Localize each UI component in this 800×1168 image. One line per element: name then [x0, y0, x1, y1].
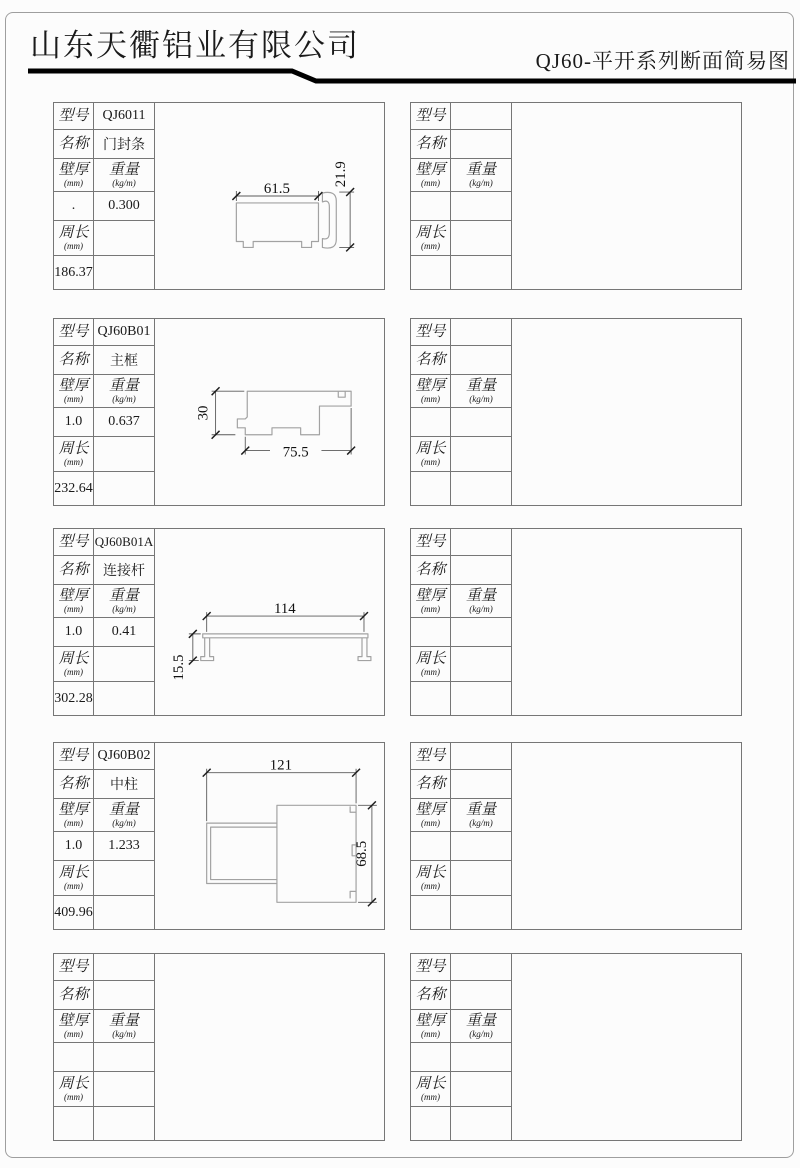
spec-table — [410, 528, 512, 716]
drawing-area — [154, 318, 385, 506]
table-row — [54, 159, 154, 192]
weight-unit: (kg/m) — [112, 177, 136, 188]
name-value: 连接杆 — [103, 564, 145, 579]
thickness-label — [411, 799, 451, 831]
spec-table — [53, 528, 155, 716]
name-value — [94, 981, 154, 1009]
table-row — [411, 799, 511, 832]
model-label: 型号 — [54, 954, 94, 980]
name-value — [451, 346, 511, 374]
weight-label — [94, 585, 154, 617]
thickness-unit: (mm) — [421, 393, 440, 404]
weight-value — [94, 1043, 154, 1071]
name-value: 主框 — [110, 354, 138, 369]
table-row — [411, 529, 511, 556]
empty-cell — [451, 256, 511, 289]
name-label: 名称 — [54, 130, 94, 158]
weight-unit: (kg/m) — [469, 603, 493, 614]
empty-cell — [94, 1072, 154, 1106]
empty-cell — [451, 682, 511, 715]
profile-card-empty — [410, 742, 742, 930]
perimeter-unit: (mm) — [64, 880, 83, 891]
thickness-label — [411, 585, 451, 617]
model-value — [451, 319, 511, 345]
thickness-label-text: 壁厚 — [415, 377, 446, 394]
table-row — [411, 1010, 511, 1043]
drawing-area — [511, 953, 742, 1141]
thickness-value: 1.0 — [54, 618, 94, 646]
thickness-label — [54, 159, 94, 191]
spec-table — [53, 953, 155, 1141]
weight-label — [451, 375, 511, 407]
drawing-area — [154, 953, 385, 1141]
model-label: 型号 — [54, 529, 94, 555]
perimeter-unit: (mm) — [64, 456, 83, 467]
thickness-value — [411, 192, 451, 220]
name-label: 名称 — [411, 556, 451, 584]
profile-card-qj60b02 — [53, 742, 385, 930]
empty-cell — [94, 1107, 154, 1140]
thickness-unit: (mm) — [421, 1028, 440, 1039]
thickness-label-text: 壁厚 — [58, 377, 89, 394]
thickness-label — [54, 799, 94, 831]
spec-table — [410, 953, 512, 1141]
perimeter-unit: (mm) — [64, 666, 83, 677]
empty-cell — [451, 221, 511, 255]
perimeter-value — [411, 682, 451, 715]
weight-unit: (kg/m) — [469, 177, 493, 188]
model-value — [451, 743, 511, 769]
table-row — [54, 743, 154, 770]
table-row — [411, 1072, 511, 1107]
thickness-value — [54, 1043, 94, 1071]
table-row — [54, 408, 154, 437]
thickness-value: 1.0 — [54, 832, 94, 860]
table-row — [54, 682, 154, 715]
model-label: 型号 — [411, 319, 451, 345]
drawing-area — [511, 318, 742, 506]
weight-label-text: 重量 — [108, 377, 139, 394]
model-value — [451, 529, 511, 555]
weight-label-text: 重量 — [465, 377, 496, 394]
empty-cell — [451, 647, 511, 681]
perimeter-label-text: 周长 — [58, 224, 89, 241]
empty-cell — [94, 256, 154, 289]
table-row — [411, 647, 511, 682]
thickness-label-text: 壁厚 — [58, 801, 89, 818]
table-row — [411, 861, 511, 896]
profile-drawing-center-column — [155, 743, 384, 929]
perimeter-unit: (mm) — [421, 1091, 440, 1102]
table-row — [411, 130, 511, 159]
profile-card-empty — [410, 528, 742, 716]
table-row — [411, 437, 511, 472]
perimeter-label-text: 周长 — [58, 650, 89, 667]
perimeter-unit: (mm) — [64, 1091, 83, 1102]
empty-cell — [451, 861, 511, 895]
table-row — [411, 832, 511, 861]
drawing-area — [511, 102, 742, 290]
thickness-unit: (mm) — [64, 603, 83, 614]
perimeter-value — [411, 472, 451, 505]
perimeter-label — [54, 647, 94, 681]
perimeter-label — [411, 437, 451, 471]
table-row — [411, 346, 511, 375]
table-row — [411, 954, 511, 981]
weight-label — [94, 159, 154, 191]
empty-cell — [94, 896, 154, 929]
weight-unit: (kg/m) — [112, 817, 136, 828]
weight-label — [451, 585, 511, 617]
perimeter-label — [411, 221, 451, 255]
name-label: 名称 — [54, 346, 94, 374]
table-row — [411, 618, 511, 647]
weight-value — [451, 832, 511, 860]
model-label: 型号 — [411, 529, 451, 555]
perimeter-value: 186.37 — [54, 256, 94, 289]
perimeter-label — [54, 861, 94, 895]
profile-card-qj60b01a — [53, 528, 385, 716]
spec-table — [410, 742, 512, 930]
weight-unit: (kg/m) — [469, 1028, 493, 1039]
table-row — [411, 192, 511, 221]
thickness-value — [411, 618, 451, 646]
name-label: 名称 — [54, 556, 94, 584]
perimeter-label — [54, 1072, 94, 1106]
thickness-unit: (mm) — [421, 603, 440, 614]
thickness-label-text: 壁厚 — [58, 161, 89, 178]
weight-label-text: 重量 — [465, 587, 496, 604]
model-label: 型号 — [54, 103, 94, 129]
table-row — [411, 896, 511, 929]
perimeter-value: 302.28 — [54, 682, 94, 715]
name-label: 名称 — [54, 770, 94, 798]
thickness-value — [411, 832, 451, 860]
table-row — [54, 1010, 154, 1043]
thickness-label-text: 壁厚 — [415, 1012, 446, 1029]
drawing-area — [511, 742, 742, 930]
name-label: 名称 — [411, 130, 451, 158]
table-row — [54, 585, 154, 618]
header-divider-line — [0, 0, 800, 100]
thickness-label-text: 壁厚 — [58, 1012, 89, 1029]
model-value — [451, 103, 511, 129]
table-row — [411, 375, 511, 408]
weight-label-text: 重量 — [465, 801, 496, 818]
table-row — [54, 896, 154, 929]
profile-drawing-door-seal — [155, 103, 384, 289]
profile-card-empty — [53, 953, 385, 1141]
perimeter-value — [411, 256, 451, 289]
weight-unit: (kg/m) — [469, 817, 493, 828]
dim-height: 68.5 — [353, 840, 370, 867]
name-value: 门封条 — [103, 138, 145, 153]
drawing-area — [154, 102, 385, 290]
perimeter-unit: (mm) — [421, 240, 440, 251]
table-row — [54, 529, 154, 556]
table-row — [411, 103, 511, 130]
weight-label — [451, 159, 511, 191]
profile-drawing-main-frame — [155, 319, 384, 505]
dim-height: 21.9 — [333, 161, 350, 188]
perimeter-label-text: 周长 — [415, 864, 446, 881]
perimeter-value: 232.64 — [54, 472, 94, 505]
table-row — [54, 981, 154, 1010]
weight-value: 0.300 — [108, 198, 140, 213]
weight-label-text: 重量 — [108, 801, 139, 818]
thickness-unit: (mm) — [64, 817, 83, 828]
perimeter-label-text: 周长 — [415, 1075, 446, 1092]
name-value — [451, 130, 511, 158]
table-row — [411, 1043, 511, 1072]
table-row — [54, 192, 154, 221]
dim-width: 75.5 — [282, 444, 309, 461]
perimeter-unit: (mm) — [421, 456, 440, 467]
table-row — [54, 954, 154, 981]
table-row — [54, 1072, 154, 1107]
table-row — [54, 375, 154, 408]
model-label: 型号 — [411, 743, 451, 769]
weight-value — [451, 1043, 511, 1071]
table-row — [54, 103, 154, 130]
empty-cell — [94, 472, 154, 505]
table-row — [411, 981, 511, 1010]
table-row — [54, 346, 154, 375]
weight-unit: (kg/m) — [112, 1028, 136, 1039]
model-value — [94, 954, 154, 980]
weight-unit: (kg/m) — [112, 603, 136, 614]
table-row — [411, 743, 511, 770]
table-row — [411, 585, 511, 618]
profile-card-qj60b01 — [53, 318, 385, 506]
weight-label-text: 重量 — [465, 161, 496, 178]
perimeter-label — [411, 1072, 451, 1106]
name-value — [451, 770, 511, 798]
thickness-label-text: 壁厚 — [415, 587, 446, 604]
model-label: 型号 — [54, 743, 94, 769]
name-value: 中柱 — [110, 778, 138, 793]
perimeter-value — [411, 896, 451, 929]
table-row — [411, 770, 511, 799]
empty-cell — [451, 896, 511, 929]
spec-table — [53, 318, 155, 506]
dim-width: 61.5 — [263, 181, 290, 198]
thickness-unit: (mm) — [64, 1028, 83, 1039]
table-row — [411, 221, 511, 256]
thickness-unit: (mm) — [421, 817, 440, 828]
table-row — [411, 472, 511, 505]
weight-value — [451, 618, 511, 646]
model-value — [451, 954, 511, 980]
table-row — [54, 437, 154, 472]
weight-label-text: 重量 — [465, 1012, 496, 1029]
spec-table — [410, 102, 512, 290]
perimeter-label — [54, 221, 94, 255]
empty-cell — [94, 682, 154, 715]
perimeter-value — [411, 1107, 451, 1140]
thickness-label-text: 壁厚 — [58, 587, 89, 604]
thickness-label — [54, 585, 94, 617]
dim-width: 121 — [269, 757, 293, 774]
weight-label-text: 重量 — [108, 587, 139, 604]
table-row — [54, 256, 154, 289]
dim-height: 30 — [195, 405, 212, 421]
spec-table — [410, 318, 512, 506]
table-row — [54, 130, 154, 159]
table-row — [411, 319, 511, 346]
thickness-unit: (mm) — [64, 177, 83, 188]
profile-card-empty — [410, 102, 742, 290]
weight-label-text: 重量 — [108, 161, 139, 178]
name-label: 名称 — [54, 981, 94, 1009]
model-value: QJ60B02 — [97, 748, 151, 763]
weight-label — [94, 799, 154, 831]
table-row — [54, 647, 154, 682]
drawing-area — [154, 528, 385, 716]
table-row — [54, 618, 154, 647]
empty-cell — [94, 437, 154, 471]
table-row — [54, 556, 154, 585]
table-row — [411, 256, 511, 289]
table-row — [411, 408, 511, 437]
table-row — [54, 832, 154, 861]
weight-label — [94, 1010, 154, 1042]
thickness-label — [411, 375, 451, 407]
perimeter-label-text: 周长 — [58, 864, 89, 881]
thickness-unit: (mm) — [421, 177, 440, 188]
perimeter-label-text: 周长 — [415, 440, 446, 457]
perimeter-label — [411, 861, 451, 895]
table-row — [411, 1107, 511, 1140]
thickness-value — [411, 1043, 451, 1071]
thickness-label — [54, 375, 94, 407]
empty-cell — [94, 861, 154, 895]
empty-cell — [451, 1072, 511, 1106]
table-row — [411, 682, 511, 715]
name-label: 名称 — [411, 346, 451, 374]
weight-value — [451, 408, 511, 436]
model-label: 型号 — [411, 954, 451, 980]
perimeter-label-text: 周长 — [415, 650, 446, 667]
empty-cell — [451, 1107, 511, 1140]
perimeter-unit: (mm) — [421, 880, 440, 891]
thickness-label-text: 壁厚 — [415, 161, 446, 178]
weight-label — [94, 375, 154, 407]
model-value: QJ6011 — [102, 108, 146, 123]
name-value — [451, 556, 511, 584]
thickness-label — [411, 1010, 451, 1042]
perimeter-unit: (mm) — [64, 240, 83, 251]
table-row — [54, 1043, 154, 1072]
thickness-unit: (mm) — [64, 393, 83, 404]
thickness-value: . — [54, 192, 94, 220]
table-row — [54, 221, 154, 256]
perimeter-label — [411, 647, 451, 681]
thickness-label-text: 壁厚 — [415, 801, 446, 818]
weight-value: 1.233 — [108, 838, 140, 853]
perimeter-label-text: 周长 — [58, 440, 89, 457]
profile-card-empty — [410, 318, 742, 506]
name-label: 名称 — [411, 981, 451, 1009]
perimeter-value — [54, 1107, 94, 1140]
weight-label — [451, 1010, 511, 1042]
perimeter-label — [54, 437, 94, 471]
drawing-area — [511, 528, 742, 716]
page-title: QJ60-平开系列断面简易图 — [535, 49, 790, 73]
table-row — [411, 556, 511, 585]
thickness-label — [54, 1010, 94, 1042]
weight-value: 0.41 — [111, 624, 137, 639]
table-row — [54, 472, 154, 505]
spec-table — [53, 102, 155, 290]
model-label: 型号 — [54, 319, 94, 345]
thickness-value — [411, 408, 451, 436]
profile-card-empty — [410, 953, 742, 1141]
table-row — [54, 1107, 154, 1140]
empty-cell — [451, 472, 511, 505]
spec-table — [53, 742, 155, 930]
name-value — [451, 981, 511, 1009]
dim-width: 114 — [273, 601, 296, 618]
empty-cell — [94, 647, 154, 681]
table-row — [54, 770, 154, 799]
weight-unit: (kg/m) — [469, 393, 493, 404]
table-row — [54, 799, 154, 832]
model-value: QJ60B01 — [97, 324, 151, 339]
weight-label-text: 重量 — [108, 1012, 139, 1029]
perimeter-label-text: 周长 — [58, 1075, 89, 1092]
perimeter-label-text: 周长 — [415, 224, 446, 241]
profile-card-qj6011 — [53, 102, 385, 290]
empty-cell — [451, 437, 511, 471]
profile-drawing-connecting-rod — [155, 529, 384, 715]
empty-cell — [94, 221, 154, 255]
table-row — [54, 319, 154, 346]
weight-value — [451, 192, 511, 220]
table-row — [411, 159, 511, 192]
name-label: 名称 — [411, 770, 451, 798]
perimeter-unit: (mm) — [421, 666, 440, 677]
model-label: 型号 — [411, 103, 451, 129]
weight-label — [451, 799, 511, 831]
weight-value: 0.637 — [108, 414, 140, 429]
weight-unit: (kg/m) — [112, 393, 136, 404]
table-row — [54, 861, 154, 896]
thickness-label — [411, 159, 451, 191]
drawing-area — [154, 742, 385, 930]
thickness-value: 1.0 — [54, 408, 94, 436]
company-name: 山东天衢铝业有限公司 — [30, 28, 360, 63]
dim-height: 15.5 — [170, 654, 187, 681]
perimeter-value: 409.96 — [54, 896, 94, 929]
model-value: QJ60B01A — [94, 534, 154, 549]
